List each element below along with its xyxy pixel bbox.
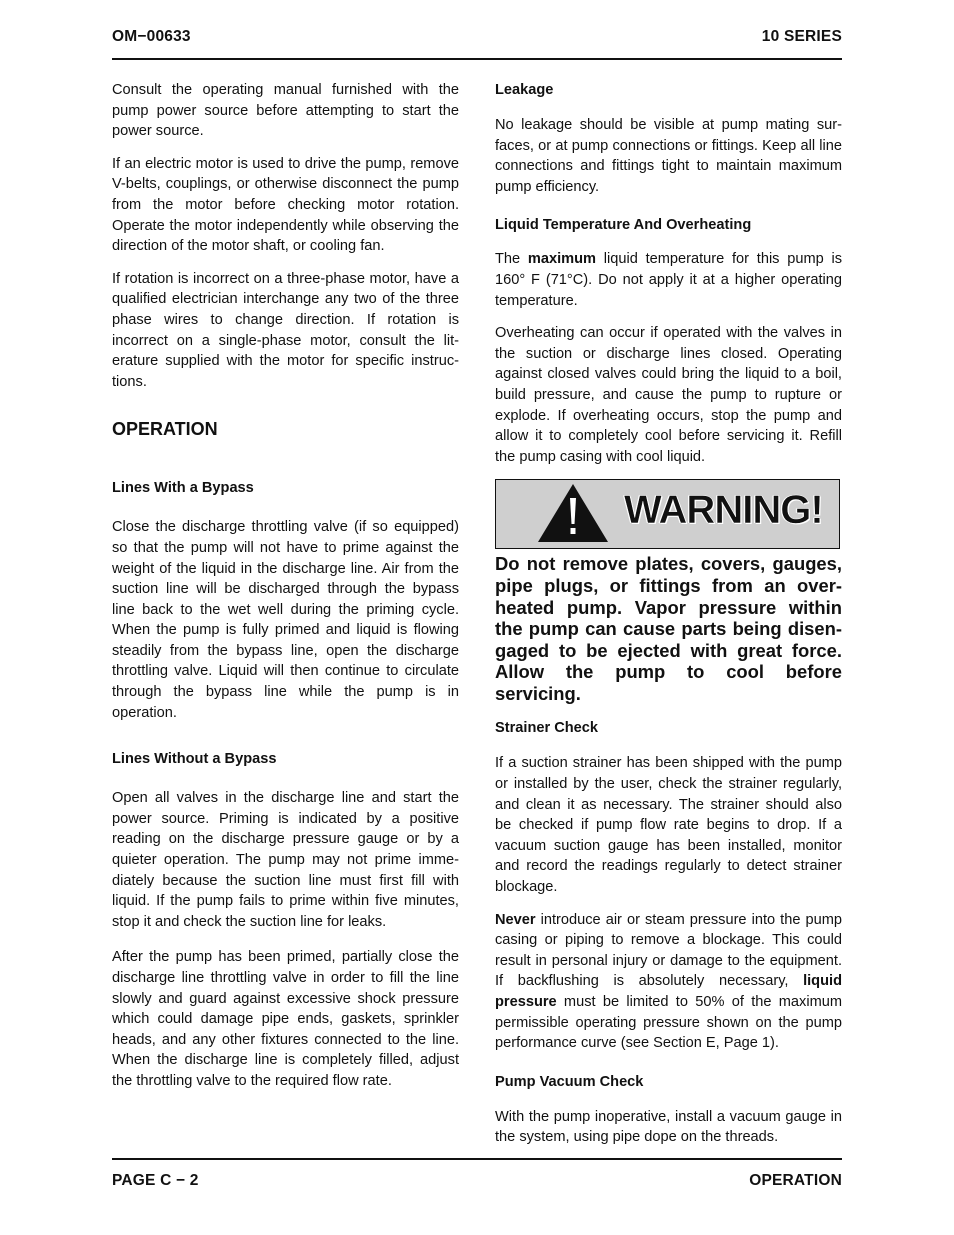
- document-number: OM−00633: [112, 28, 191, 45]
- paragraph-lines-with-bypass: Close the discharge throttling valve (if so equipped) so that the pump will not have to prime against the weight of the liquid in the discharge line. Air from the suction line will be discharged through the bypass line back to the wet well during the priming cycle. When the pump is fully primed and liquid is flowing steadily from the bypass line, open the discharge throttling valve. Liquid will then continue to circulate through the bypass line while the pump is in operation.: [112, 519, 459, 721]
- subheading-leakage: Leakage: [495, 82, 554, 98]
- paragraph-overheating: Overheating can occur if operated with the valves in the suction or discharge lines closed. Operating against closed valves could bring the liquid to a boil, build pressure, and cause the pump to rupture or explode. If overheating occurs, stop the pump and allow it to completely cool before servicing it. Refill the pump casing with cool liquid.: [495, 325, 842, 465]
- subheading-liquid-temperature: Liquid Temperature And Overheating: [495, 217, 752, 234]
- paragraph-never-introduce: [495, 910, 842, 1054]
- page-header: [112, 28, 842, 46]
- never-emphasis: Never: [495, 911, 536, 928]
- warning-message: Do not remove plates, covers, gauges, pipe plugs, or fittings from an overheated pump. Vapor pressure within the pump can cause parts being disengaged to be ejected with great force. Allow the pump to cool before servicing.: [495, 553, 842, 704]
- paragraph-strainer-check: If a suction strainer has been shipped with the pump or installed by the user, check the strainer regularly, and clean it as necessary. The strainer should also be checked if pump flow rate begins to drop. If a vacuum suction gauge has been installed, monitor and record the readings regularly to detect strainer blockage.: [495, 755, 842, 896]
- paragraph-after-primed: After the pump has been primed, partially close the discharge line throttling valve in order to fill the line slowly and guard against excessive shock pressure which could damage pipe ends, gaskets, sprinkler heads, and any other fixtures connected to the line. When the discharge line is completely filled, adjust the throttling valve to the required flow rate.: [112, 949, 459, 1089]
- temp-text-start: The: [495, 251, 528, 268]
- paragraph-max-temperature: [495, 249, 842, 311]
- subheading-pump-vacuum-check: Pump Vacuum Check: [495, 1073, 644, 1090]
- paragraph-electric-motor: If an electric motor is used to drive the pump, remove V-belts, couplings, or otherwise disconnect the pump from the motor before checking motor rotation. Operate the motor independently while observing the direction of the motor shaft, or cooling fan.: [112, 155, 459, 255]
- right-column: [495, 80, 842, 1160]
- section-name: OPERATION: [749, 1172, 842, 1189]
- temp-text-end: liquid temperature for this pump is 160° F (71°C). Do not apply it at a higher operating temperature.: [495, 251, 843, 309]
- warning-label: WARNING!: [624, 488, 823, 533]
- warning-banner: [495, 479, 840, 549]
- series-label: 10 SERIES: [761, 28, 842, 45]
- paragraph-leakage: No leakage should be visible at pump mating surfaces, or at pump connections or fittings. Keep all line connections and fittings tight to maintain maximum pump efficiency.: [495, 117, 842, 195]
- temp-emphasis: maximum: [527, 251, 597, 268]
- paragraph-rotation: If rotation is incorrect on a three-phase motor, have a qualified electrician interchange any two of the three phase wires to change direction. If rotation is incorrect on a single-phase motor, consult the literature supplied with the motor for specific instructions.: [112, 270, 459, 390]
- exclamation-triangle-icon: [536, 482, 610, 544]
- liquid-pressure-emphasis: liquid pressure: [495, 973, 842, 1010]
- never-text-mid: introduce air or steam pressure into the pump casing or piping to remove a blockage. This could result in personal injury or damage to the equipment. If backflushing is absolutely necessary,: [495, 911, 842, 990]
- footer-rule: [112, 1158, 842, 1160]
- subheading-lines-with-bypass: Lines With a Bypass: [112, 480, 254, 497]
- paragraph-lines-without-bypass: Open all valves in the discharge line and start the power source. Priming is indicated by a positive reading on the discharge pressure gauge or by a quieter operation. The pump may not prime immediately because the suction line must first fill with liquid. If the pump fails to prime within five minutes, stop it and check the suction line for leaks.: [112, 790, 459, 930]
- page-number: PAGE C − 2: [112, 1172, 199, 1189]
- left-column: [112, 80, 459, 1104]
- subheading-lines-without-bypass: Lines Without a Bypass: [112, 751, 277, 768]
- paragraph-pump-vacuum-check: With the pump inoperative, install a vacuum gauge in the system, using pipe dope on the threads.: [495, 1108, 842, 1146]
- paragraph-consult-manual: Consult the operating manual furnished with the pump power source before attempting to start the power source.: [112, 82, 459, 140]
- section-heading-operation: OPERATION: [112, 419, 218, 440]
- subheading-strainer-check: Strainer Check: [495, 720, 599, 737]
- page-footer: [112, 1172, 842, 1190]
- header-rule: [112, 58, 842, 60]
- never-text-end: must be limited to 50% of the maximum permissible operating pressure shown on the pump performance curve (see Section E, Page 1).: [495, 994, 842, 1052]
